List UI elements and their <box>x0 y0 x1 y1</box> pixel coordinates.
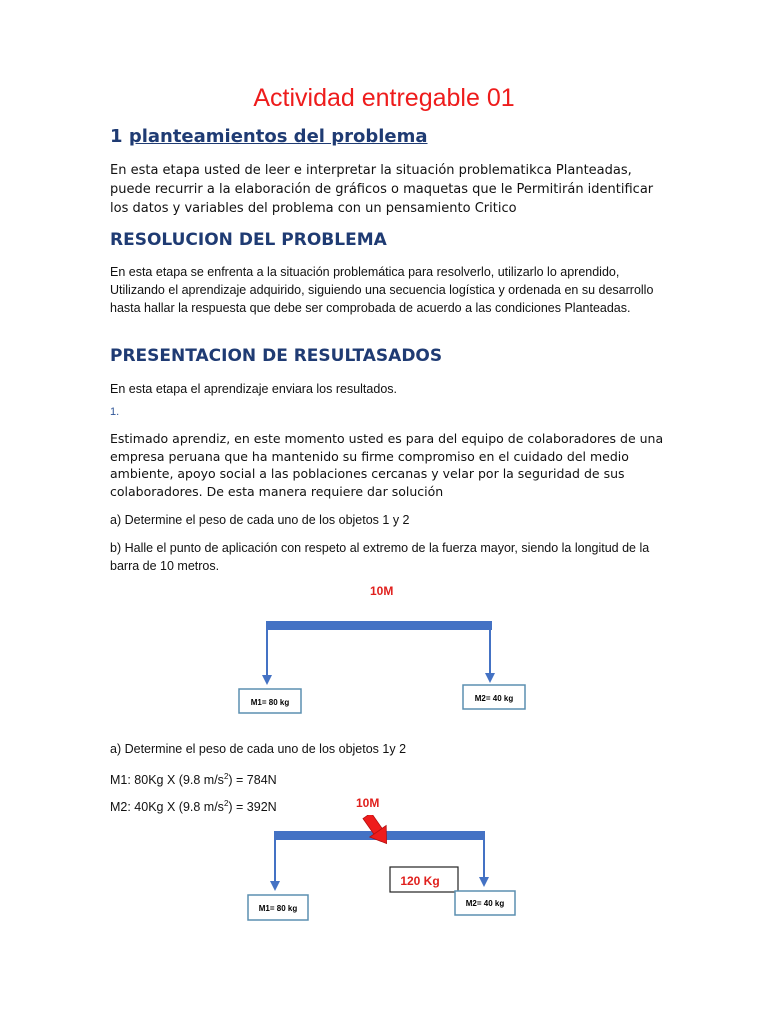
question-b: b) Halle el punto de aplicación con respeto al extremo de la fuerza mayor, siendo la longitud de la barra de 10 metros. <box>110 541 650 573</box>
diagram-2-m1-label: M1= 80 kg <box>258 904 298 913</box>
diagram-1-m2-label: M2= 40 kg <box>474 694 514 703</box>
m2-weight: M2: 40Kg X (9.8 $m/s^2) = 392N$ <box>110 799 277 815</box>
diagram-1-right-arrowhead <box>485 673 495 683</box>
diagram-1-left-arrowhead <box>262 675 272 685</box>
section-3-text: En esta etapa el aprendizaje enviara los resultados. <box>110 382 397 396</box>
section-1-title: planteamientos del problema <box>128 126 428 147</box>
section-2-heading: RESOLUCION DEL PROBLEMA <box>110 230 387 250</box>
diagram-2-right-arrowhead <box>479 877 489 887</box>
diagram-1-beam <box>230 615 540 720</box>
section-1-number: 1 <box>110 126 123 147</box>
diagram-1-bar <box>266 621 492 630</box>
answer-question-a: a) Determine el peso de cada uno de los objetos 1y 2 <box>110 742 407 756</box>
diagram-2-length-label: 10M <box>356 796 380 810</box>
list-number: 1. <box>110 406 120 418</box>
section-3-heading: PRESENTACION DE RESULTASADOS <box>110 346 443 366</box>
question-a: a) Determine el peso de cada uno de los objetos 1 y 2 <box>110 513 410 527</box>
problem-statement: Estimado aprendiz, en este momento usted es para del equipo de colaboradores de una empresa peruana que ha mantenido su firme compromiso en el cuidado del medio ambiente, apoyo social a las poblaciones cercanas y velar por la seguridad de sus colaboradores. De esta manera requiere dar solución <box>110 431 664 499</box>
page-title: Actividad entregable 01 <box>253 84 515 112</box>
resultant-label: 120 Kg <box>400 874 440 888</box>
section-2-text: En esta etapa se enfrenta a la situación problemática para resolverlo, utilizarlo lo aprendido, Utilizando el aprendizaje adquirido, siguiendo una secuencia logística y ordenada en su desarrollo hasta hallar la respuesta que debe ser comprobada de acuerdo a las condiciones Planteadas. <box>110 265 654 315</box>
section-1-heading <box>110 126 428 147</box>
diagram-2-m2-label: M2= 40 kg <box>465 899 505 908</box>
m1-weight: M1: 80Kg X (9.8 $m/s^2) = 784N$ <box>110 772 277 788</box>
diagram-2-beam <box>230 815 530 925</box>
section-1-text: En esta etapa usted de leer e interpretar la situación problematikca Planteadas, puede recurrir a la elaboración de gráficos o maquetas que le Permitirán identificar los datos y variables del problema con un pensamiento Critico <box>110 163 654 216</box>
diagram-1-length-label: 10M <box>370 584 394 598</box>
diagram-2-left-arrowhead <box>270 881 280 891</box>
diagram-1-m1-label: M1= 80 kg <box>250 698 290 707</box>
